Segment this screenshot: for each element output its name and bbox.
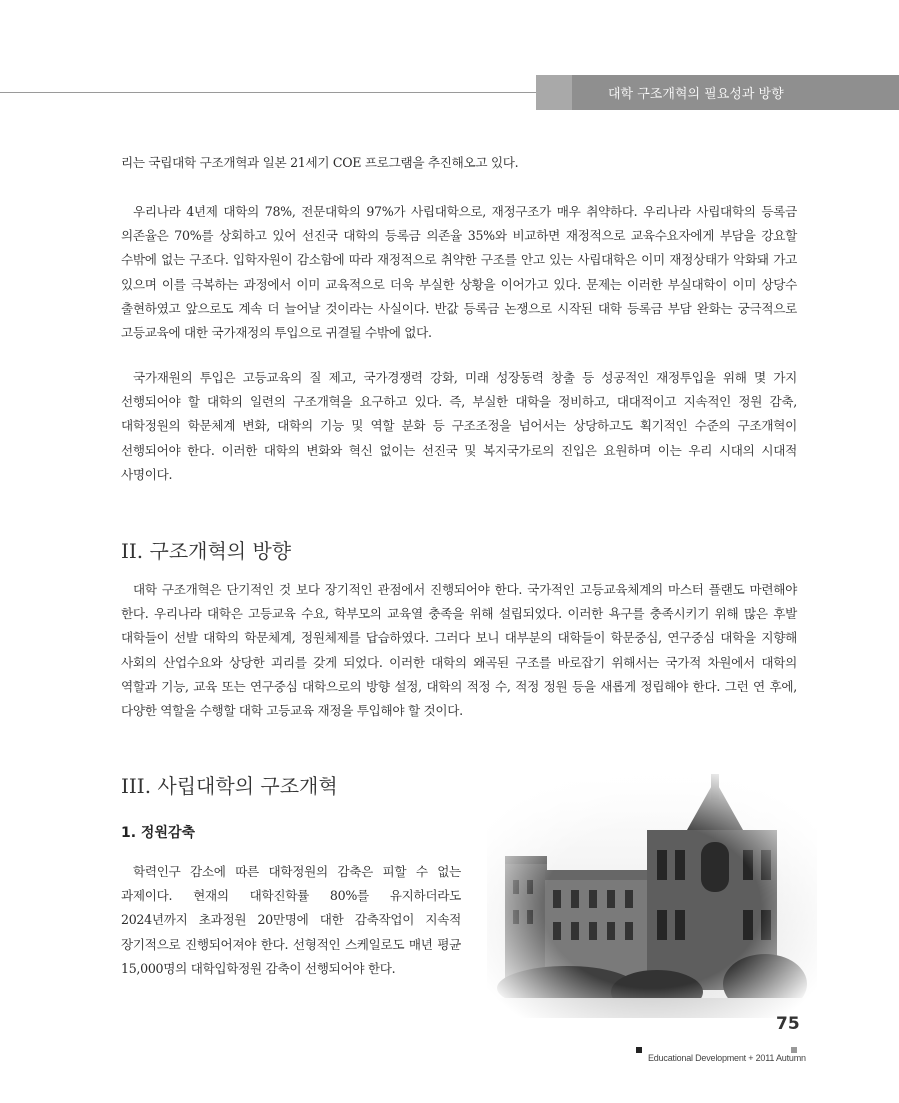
paragraph-reform-direction: 대학 구조개혁은 단기적인 것 보다 장기적인 관점에서 진행되어야 한다. 국가적인 고등교육체계의 마스터 플랜도 마련해야 한다. 우리나라 대학은 고등교육 수요, 학부모의 교육열 충족을 위해 설립되었다. 이러한 욕구를 충족시키기 위해 많은 후발 대학들이 선발 대학의 학문체계, 정원체제를 답습하였다. 그러다 보니 대부분의 대학들이 학문중심, 연구중심 대학을 지향해 사회의 산업수요와 상당한 괴리를 갖게 되었다. 이러한 대학의 왜곡된 구조를 바로잡기 위해서는 국가적 차원에서 대학의 역할과 기능, 교육 또는 연구중심 대학으로의 방향 설정, 대학의 적정 수, 적정 정원 등을 새롭게 정립해야 한다. 그런 연 후에, 다양한 역할을 수행할 대학 고등교육 재정을 투입해야 할 것이다. — [121, 582, 797, 719]
section-heading-3: III. 사립대학의 구조개혁 — [121, 774, 338, 798]
section-heading-2: II. 구조개혁의 방향 — [121, 539, 292, 563]
footer-square-icon — [791, 1047, 797, 1053]
journal-name: Educational Development + 2011 Autumn — [648, 1053, 806, 1063]
subsection-heading: 1. 정원감축 — [121, 825, 196, 841]
running-title: 대학 구조개혁의 필요성과 방향 — [608, 87, 784, 102]
footer — [636, 1047, 806, 1067]
footer-square-icon — [636, 1047, 642, 1053]
page-number: 75 — [776, 1014, 800, 1034]
paragraph-private-universities: 우리나라 4년제 대학의 78%, 전문대학의 97%가 사립대학으로, 재정구조가 매우 취약하다. 우리나라 사립대학의 등록금 의존율은 70%를 상회하고 있어 선진국 대학의 등록금 의존율 35%와 비교하면 재정적으로 교육수요자에게 부담을 강요할 수밖에 없는 구조다. 입학자원이 감소함에 따라 재정적으로 취약한 구조를 안고 있는 사립대학은 이미 재정상태가 악화돼 가고 있으며 이를 극복하는 과정에서 이미 교육적으로 더욱 부실한 상황을 이어가고 있다. 문제는 이러한 부실대학이 이미 상당수 출현하였고 앞으로도 계속 더 늘어날 것이라는 사실이다. 반값 등록금 논쟁으로 시작된 대학 등록금 부담 완화는 궁극적으로 고등교육에 대한 국가재정의 투입으로 귀결될 수밖에 없다. — [121, 204, 797, 341]
header-accent — [536, 75, 572, 110]
university-building-photo — [487, 770, 817, 1018]
paragraph-continued: 리는 국립대학 구조개혁과 일본 21세기 COE 프로그램을 추진해오고 있다. — [121, 155, 519, 170]
paragraph-national-funding: 국가재원의 투입은 고등교육의 질 제고, 국가경쟁력 강화, 미래 성장동력 창출 등 성공적인 재정투입을 위해 몇 가지 선행되어야 할 대학의 일련의 구조개혁을 요구하고 있다. 즉, 부실한 대학을 정비하고, 대대적이고 지속적인 정원 감축, 대학정원의 학문체계 변화, 대학의 기능 및 역할 분화 등 구조조정을 넘어서는 상당하고도 획기적인 수준의 구조개혁이 선행되어야 한다. 이러한 대학의 변화와 혁신 없이는 선진국 및 복지국가로의 진입은 요원하며 이는 우리 시대의 시대적 사명이다. — [121, 370, 797, 482]
running-header — [536, 75, 899, 110]
paragraph-enrollment-reduction: 학력인구 감소에 따른 대학정원의 감축은 피할 수 없는 과제이다. 현재의 대학진학률 80%를 유지하더라도 2024년까지 초과정원 20만명에 대한 감축작업이 지속적 장기적으로 진행되어져야 한다. 선형적인 스케일로도 매년 평균 15,000명의 대학입학정원 감축이 선행되어야 한다. — [121, 864, 461, 976]
header-rule — [0, 92, 536, 93]
